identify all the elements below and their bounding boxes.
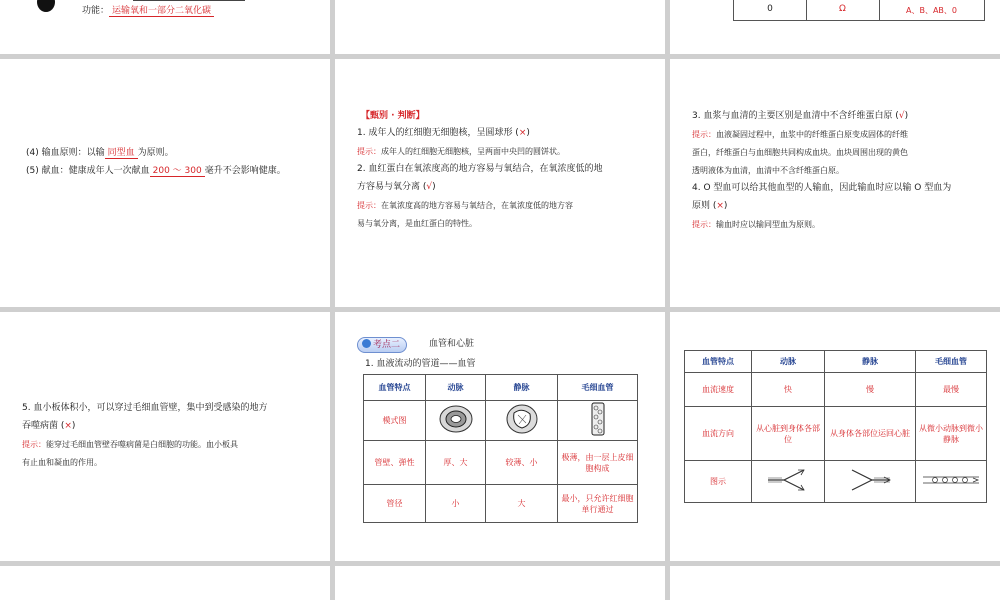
hint-3-line2: 蛋白，纤维蛋白与血细胞共同构成血块。血块周围出现的黄色 bbox=[692, 148, 908, 157]
slide-11 bbox=[335, 566, 665, 600]
hint-5-line2: 有止血和凝血的作用。 bbox=[22, 458, 102, 467]
hint-4: 提示：输血时应以输同型血为原则。 bbox=[692, 220, 820, 229]
vein-merge-diagram-icon bbox=[846, 467, 894, 493]
question-3: 3. 血浆与血清的主要区别是血清中不含纤维蛋白原 (√) bbox=[692, 111, 909, 121]
hint-3-line3: 透明液体为血清，血清中不含纤维蛋白原。 bbox=[692, 166, 844, 175]
topic-badge: 考点二 bbox=[357, 337, 407, 353]
question-2-line2: 方容易与氧分离 (√) bbox=[357, 182, 436, 192]
slide-5 bbox=[335, 59, 665, 307]
capillary-icon bbox=[590, 402, 606, 436]
hint-2-line2: 易与氧分离，是血红蛋白的特性。 bbox=[357, 219, 477, 228]
table-fragment: 0 Ω A、B、AB、0 bbox=[733, 0, 985, 21]
transfusion-principle: (4) 输血原则：以输 同型血 为原则。 bbox=[26, 148, 174, 158]
slide-4 bbox=[0, 59, 330, 307]
hint-1: 提示：成年人的红细胞无细胞核，呈两面中央凹的圆饼状。 bbox=[357, 147, 565, 156]
section-title: 血管和心脏 bbox=[429, 339, 475, 349]
slide-2 bbox=[335, 0, 665, 54]
slide-10 bbox=[0, 566, 330, 600]
artery-branch-diagram-icon bbox=[764, 467, 812, 493]
hint-2-line1: 提示：在氧浓度高的地方容易与氧结合，在氧浓度低的地方容 bbox=[357, 201, 573, 210]
question-5-line1: 5. 血小板体积小，可以穿过毛细血管壁，集中到受感染的地方 bbox=[22, 403, 268, 413]
section-subtitle: 1. 血液流动的管道——血管 bbox=[365, 359, 476, 369]
vein-cross-section-icon bbox=[504, 403, 540, 435]
question-5-line2: 吞噬病菌 (×) bbox=[22, 421, 76, 431]
top-rule bbox=[133, 0, 245, 1]
vessel-table: 血管特点 动脉 静脉 毛细血管 模式图 管壁、弹性 厚、大 较薄、小 极薄，由一层上皮细胞构成 管径 小 大 最小，只允许红细胞单行通过 bbox=[363, 374, 638, 523]
hint-3-line1: 提示：血液凝固过程中，血浆中的纤维蛋白原变成固体的纤维 bbox=[692, 130, 908, 139]
slide-12 bbox=[670, 566, 1000, 600]
blood-flow-table: 血管特点 动脉 静脉 毛细血管 血流速度 快 慢 最慢 血流方向 从心脏到身体各部位 从身体各部位运回心脏 从微小动脉到微小静脉 图示 bbox=[684, 350, 987, 503]
question-2-line1: 2. 血红蛋白在氧浓度高的地方容易与氧结合，在氧浓度低的地 bbox=[357, 164, 603, 174]
blood-donation: (5) 献血：健康成年人一次献血 200 ～ 300 毫升不会影响健康。 bbox=[26, 166, 286, 176]
slide-1 bbox=[0, 0, 330, 54]
slide-8 bbox=[335, 312, 665, 561]
slide-3 bbox=[670, 0, 1000, 54]
heart-icon bbox=[362, 339, 371, 348]
question-4-line1: 4. O 型血可以给其他血型的人输血，因此输血时应以输 O 型血为 bbox=[692, 183, 952, 193]
slide-6 bbox=[670, 59, 1000, 307]
slide-9 bbox=[670, 312, 1000, 561]
artery-cross-section-icon bbox=[438, 404, 474, 434]
question-4-line2: 原则 (×) bbox=[692, 201, 728, 211]
question-1: 1. 成年人的红细胞无细胞核，呈圆球形 (×) bbox=[357, 128, 530, 138]
capillary-flow-diagram-icon bbox=[921, 473, 981, 487]
judge-heading: 【甄别 · 判断】 bbox=[361, 111, 425, 121]
slide-7 bbox=[0, 312, 330, 561]
hint-5-line1: 提示：能穿过毛细血管壁吞噬病菌是白细胞的功能。血小板具 bbox=[22, 440, 238, 449]
dark-blob-icon bbox=[37, 0, 55, 12]
function-line: 功能： 运输氧和一部分二氧化碳 bbox=[82, 3, 214, 20]
